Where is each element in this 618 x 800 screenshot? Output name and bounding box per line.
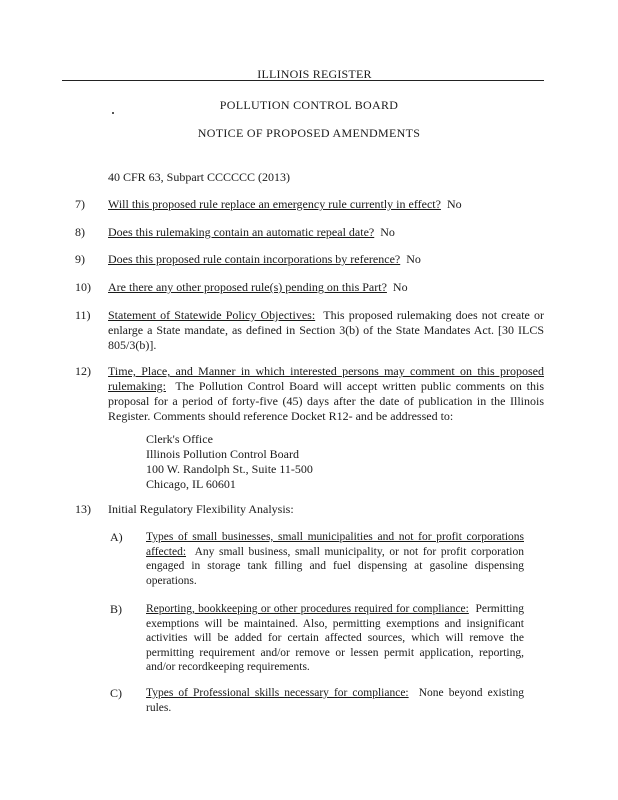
subitem-text: Permitting exemptions will be maintained. Also, permitting exemptions and insignificant activities will be added for certain affected sources, which will remove the permitting requirement and/or remove or lessen permit application, reporting, and/or recordkeeping requirements. — [146, 603, 524, 673]
subitem-text: Any small business, small municipality, or not for profit corporation engaged in storage tank filling and fuel dispensing at gasoline dispensing operations. — [146, 545, 524, 587]
subitem-body — [146, 602, 524, 675]
address-line: Illinois Pollution Control Board — [146, 447, 300, 461]
item-body — [108, 364, 544, 424]
board-name: POLLUTION CONTROL BOARD — [219, 98, 399, 112]
item-number: 9) — [75, 252, 85, 266]
item-heading: Initial Regulatory Flexibility Analysis: — [108, 502, 294, 516]
item-question: Does this rulemaking contain an automatic repeal date? — [108, 225, 375, 239]
cfr-reference: 40 CFR 63, Subpart CCCCCC (2013) — [108, 170, 291, 184]
subitem-body — [146, 530, 524, 588]
item-body — [108, 280, 544, 295]
subitem-letter: C) — [110, 686, 122, 700]
item-text: This proposed rulemaking does not create or enlarge a State mandate, as defined in Section 3(b) of the State Mandates Act. [30 ILCS 805/3(b)]. — [108, 308, 544, 352]
item-body — [108, 308, 544, 353]
item-question: Does this proposed rule contain incorporations by reference? — [108, 252, 401, 266]
address-line: Clerk's Office — [146, 432, 213, 446]
mailing-address — [146, 432, 313, 492]
item-body — [108, 225, 544, 240]
item-number: 11) — [75, 308, 91, 322]
item-answer: No — [446, 197, 462, 211]
item-text: The Pollution Control Board will accept written public comments on this proposal for a period of forty-five (45) days after the date of publication in the Illinois Register. Comments should reference Docket R12- and be addressed to: — [108, 379, 544, 423]
header-rule-left — [62, 80, 247, 81]
item-question: Are there any other proposed rule(s) pending on this Part? — [108, 280, 387, 294]
item-heading: Statement of Statewide Policy Objectives: — [108, 308, 316, 322]
item-body — [108, 197, 544, 212]
item-answer: No — [380, 225, 395, 239]
address-line: Chicago, IL 60601 — [146, 477, 236, 491]
subitem-body — [146, 686, 524, 715]
scan-mark — [112, 112, 114, 114]
address-line: 100 W. Randolph St., Suite 11-500 — [146, 462, 313, 476]
subitem-letter: B) — [110, 602, 122, 616]
subitem-heading: Types of Professional skills necessary for compliance: — [146, 687, 409, 699]
item-answer: No — [392, 280, 408, 294]
item-question: Will this proposed rule replace an emergency rule currently in effect? — [108, 197, 441, 211]
item-number: 10) — [75, 280, 91, 294]
subitem-letter: A) — [110, 530, 123, 544]
item-heading: Time, Place, and Manner in which interested persons may comment on this proposed rulemaking: — [108, 364, 544, 393]
subitem-text: None beyond existing rules. — [146, 687, 525, 714]
item-number: 12) — [75, 364, 91, 378]
register-title: ILLINOIS REGISTER — [247, 68, 382, 81]
item-number: 7) — [75, 197, 85, 211]
item-number: 8) — [75, 225, 85, 239]
item-number: 13) — [75, 502, 91, 516]
subitem-heading: Reporting, bookkeeping or other procedures required for compliance: — [146, 603, 469, 615]
item-body — [108, 252, 544, 267]
header-rule-right — [382, 80, 544, 81]
item-answer: No — [406, 252, 421, 266]
subitem-heading: Types of small businesses, small municipalities and not for profit corporations affected: — [146, 531, 524, 558]
notice-title: NOTICE OF PROPOSED AMENDMENTS — [197, 126, 421, 140]
